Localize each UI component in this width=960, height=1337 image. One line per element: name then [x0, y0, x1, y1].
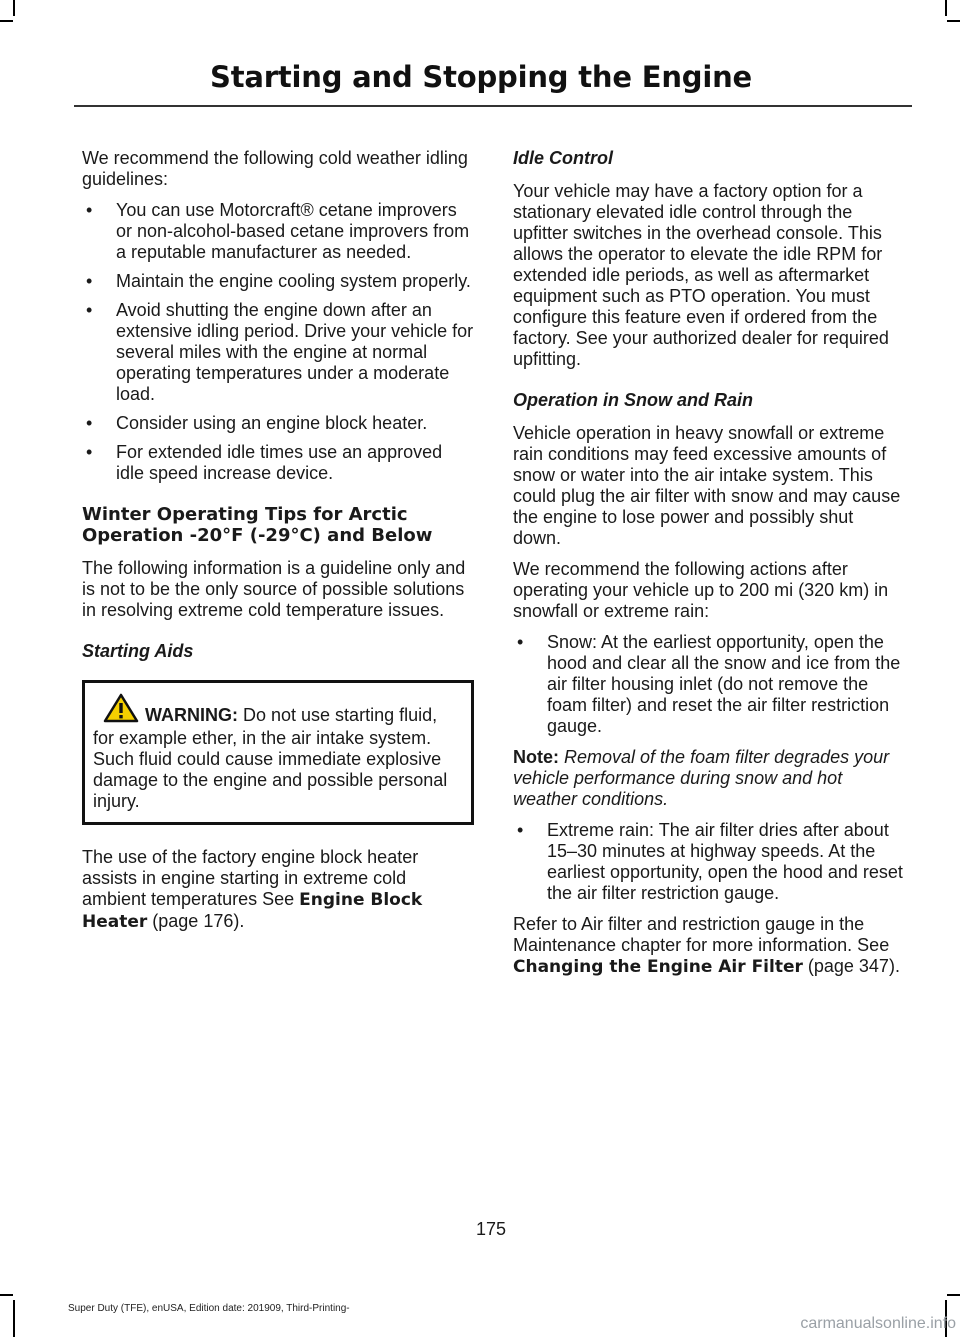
- crop-mark: [947, 1294, 960, 1296]
- header-divider: [74, 105, 912, 107]
- note-paragraph: [513, 747, 906, 810]
- warning-text: Do not use starting fluid, for example ether, in the air intake system. Such fluid could cause immediate explosive damage to the engine and possible personal injury.: [93, 705, 448, 811]
- idle-control-heading: Idle Control: [513, 148, 613, 168]
- watermark: carmanualsonline.info: [800, 1315, 956, 1332]
- note-text: Removal of the foam filter degrades your vehicle performance during snow and hot weather conditions.: [513, 747, 890, 809]
- bullet-icon: •: [86, 413, 93, 433]
- list-item: • You can use Motorcraft® cetane improvers or non-alcohol-based cetane improvers from a reputable manufacturer as needed.: [86, 200, 470, 262]
- crop-mark: [945, 0, 947, 16]
- warning-label: WARNING:: [145, 705, 238, 725]
- crop-mark: [0, 20, 13, 22]
- page-title: Starting and Stopping the Engine: [210, 60, 752, 94]
- starting-aids-heading: Starting Aids: [82, 641, 194, 661]
- winter-tips-heading: Winter Operating Tips for Arctic Operation -20°F (-29°C) and Below: [82, 504, 433, 546]
- engine-block-heater-link[interactable]: Engine Block Heater: [82, 890, 423, 932]
- rain-actions-list: [513, 820, 906, 904]
- crop-mark: [13, 0, 15, 16]
- bullet-icon: •: [86, 271, 93, 291]
- bullet-icon: •: [86, 442, 93, 462]
- warning-triangle-icon: [103, 693, 139, 728]
- winter-tips-text: The following information is a guideline only and is not to be the only source of possible solutions in resolving extreme cold temperature issues.: [82, 558, 466, 620]
- bullet-icon: •: [86, 300, 93, 320]
- warning-box: [82, 680, 474, 825]
- idle-control-text: Your vehicle may have a factory option for a stationary elevated idle control through the upfitter switches in the overhead console. This allows the operator to elevate the idle RPM for extended idle periods, as well as aftermarket equipment such as PTO operation. You must configure this feature even if ordered from the factory. See your authorized dealer for required upfitting.: [513, 181, 889, 369]
- list-item: • For extended idle times use an approved idle speed increase device.: [86, 442, 443, 483]
- block-heater-paragraph: The use of the factory engine block heater assists in engine starting in extreme cold ambient temperatures See Engine Block Heater (page 176).: [82, 847, 423, 932]
- bullet-icon: •: [517, 820, 524, 840]
- cold-idling-guidelines: [82, 200, 474, 484]
- crop-mark: [947, 20, 960, 22]
- cold-idling-intro: We recommend the following cold weather idling guidelines:: [82, 148, 468, 189]
- list-item: • Maintain the engine cooling system properly.: [86, 271, 471, 291]
- recommend-actions-text: We recommend the following actions after operating your vehicle up to 200 mi (320 km) in snowfall or extreme rain:: [513, 559, 889, 621]
- bullet-icon: •: [517, 632, 524, 652]
- changing-air-filter-link[interactable]: Changing the Engine Air Filter: [513, 957, 803, 977]
- left-column: [82, 148, 474, 943]
- snow-rain-text: Vehicle operation in heavy snowfall or extreme rain conditions may feed excessive amounts of snow or water into the air intake system. This could plug the air filter with snow and may cause the engine to lose power and possibly shut down.: [513, 423, 901, 548]
- list-item: • Extreme rain: The air filter dries after about 15–30 minutes at highway speeds. At the earliest opportunity, open the hood and reset the air filter restriction gauge.: [517, 820, 903, 903]
- refer-paragraph: Refer to Air filter and restriction gauge in the Maintenance chapter for more information. See Changing the Engine Air Filter (page 347).: [513, 914, 900, 977]
- snow-actions-list: [513, 632, 906, 737]
- footer-edition: Super Duty (TFE), enUSA, Edition date: 201909, Third-Printing-: [68, 1303, 350, 1314]
- list-item: • Snow: At the earliest opportunity, open the hood and clear all the snow and ice from the air filter housing inlet (do not remove the foam filter) and reset the air filter restriction gauge.: [517, 632, 901, 736]
- list-item: • Avoid shutting the engine down after an extensive idling period. Drive your vehicle for several miles with the engine at normal operating temperatures under a moderate load.: [86, 300, 474, 404]
- list-item: • Consider using an engine block heater.: [86, 413, 428, 433]
- bullet-icon: •: [86, 200, 93, 220]
- snow-rain-heading: Operation in Snow and Rain: [513, 390, 754, 410]
- crop-mark: [13, 1300, 15, 1337]
- right-column: [513, 148, 906, 988]
- page-number: 175: [476, 1219, 507, 1239]
- note-label: Note:: [513, 747, 559, 767]
- crop-mark: [0, 1294, 13, 1296]
